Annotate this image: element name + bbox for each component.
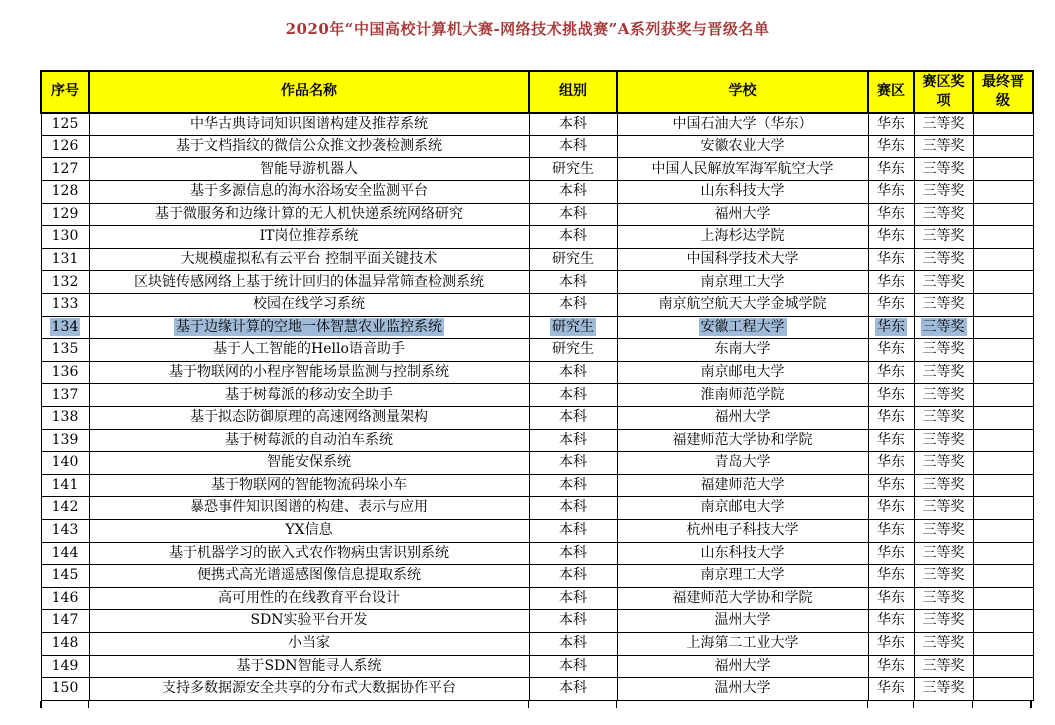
cell-work-name[interactable]: 区块链传感网络上基于统计回归的体温异常筛查检测系统 [89,271,529,294]
cell-work-name[interactable]: 支持多数据源安全共享的分布式大数据协作平台 [89,678,529,701]
cell-work-name[interactable]: 智能导游机器人 [89,158,529,181]
cell-index[interactable]: 126 [41,135,89,158]
cell-group[interactable]: 本科 [529,181,617,204]
cell-index[interactable]: 145 [41,565,89,588]
cell-zone-award[interactable]: 三等奖 [914,610,973,633]
cell-group[interactable]: 本科 [529,565,617,588]
cell-school[interactable]: 青岛大学 [617,452,868,475]
cell-work-name[interactable]: 基于文档指纹的微信公众推文抄袭检测系统 [89,135,529,158]
cell-index[interactable]: 130 [41,226,89,249]
col-header-group: 组别 [529,71,617,113]
cell-work-name[interactable]: 基于拟态防御原理的高速网络测量架构 [89,407,529,430]
cell-final-promotion[interactable] [973,497,1033,520]
table-row [41,294,1033,317]
cell-index[interactable]: 128 [41,181,89,204]
cell-zone[interactable]: 华东 [868,610,914,633]
cell-index[interactable]: 127 [41,158,89,181]
cell-zone-award[interactable]: 三等奖 [914,519,973,542]
cell-school[interactable]: 淮南师范学院 [617,384,868,407]
awards-table-container [40,70,1032,708]
cell-index[interactable]: 140 [41,452,89,475]
cell-final-promotion[interactable] [973,248,1033,271]
cell-zone[interactable]: 华东 [868,384,914,407]
table-header [41,71,1033,113]
cell-index[interactable]: 139 [41,429,89,452]
cell-group[interactable]: 研究生 [529,158,617,181]
cell-group[interactable]: 本科 [529,587,617,610]
cell-zone[interactable]: 华东 [868,497,914,520]
cell-work-name[interactable]: 智能安保系统 [89,452,529,475]
cell-school[interactable]: 杭州电子科技大学 [617,519,868,542]
cell-index[interactable]: 137 [41,384,89,407]
cell-group[interactable]: 本科 [529,429,617,452]
cell-zone-award[interactable]: 三等奖 [914,339,973,362]
cell-group[interactable]: 本科 [529,384,617,407]
cell-index[interactable]: 136 [41,361,89,384]
cell-index[interactable]: 143 [41,519,89,542]
cell-final-promotion[interactable] [973,135,1033,158]
table-row [41,542,1033,565]
cell-index[interactable]: 146 [41,587,89,610]
next-row-clipped [40,701,1032,708]
cell-work-name[interactable]: 基于树莓派的移动安全助手 [89,384,529,407]
cell-group[interactable]: 本科 [529,519,617,542]
cell-final-promotion[interactable] [973,407,1033,430]
table-row [41,181,1033,204]
cell-zone[interactable]: 华东 [868,248,914,271]
cell-work-name[interactable]: 高可用性的在线教育平台设计 [89,587,529,610]
cell-final-promotion[interactable] [973,565,1033,588]
cell-work-name[interactable]: 暴恐事件知识图谱的构建、表示与应用 [89,497,529,520]
awards-table [40,70,1034,701]
cell-group[interactable]: 本科 [529,497,617,520]
cell-work-name[interactable]: 小当家 [89,632,529,655]
cell-zone-award[interactable]: 三等奖 [914,158,973,181]
cell-work-name[interactable]: 校园在线学习系统 [89,294,529,317]
cell-zone-award[interactable]: 三等奖 [914,542,973,565]
cell-group[interactable]: 本科 [529,271,617,294]
cell-index[interactable]: 138 [41,407,89,430]
cell-index[interactable]: 148 [41,632,89,655]
cell-final-promotion[interactable] [973,452,1033,475]
cell-group[interactable]: 本科 [529,135,617,158]
cell-zone[interactable]: 华东 [868,452,914,475]
cell-index[interactable]: 125 [41,113,89,136]
cell-index[interactable]: 142 [41,497,89,520]
cell-school[interactable]: 中国科学技术大学 [617,248,868,271]
cell-index[interactable]: 149 [41,655,89,678]
cell-zone[interactable]: 华东 [868,587,914,610]
table-row [41,474,1033,497]
cell-zone-award[interactable]: 三等奖 [914,632,973,655]
cell-group[interactable]: 本科 [529,203,617,226]
cell-index[interactable]: 150 [41,678,89,701]
cell-school[interactable]: 福建师范大学协和学院 [617,429,868,452]
cell-index[interactable]: 144 [41,542,89,565]
cell-final-promotion[interactable] [973,678,1033,701]
cell-group[interactable]: 本科 [529,113,617,136]
cell-work-name[interactable]: 基于边缘计算的空地一体智慧农业监控系统 [89,316,529,339]
col-header-index: 序号 [41,71,89,113]
cell-school[interactable]: 安徽农业大学 [617,135,868,158]
col-header-work-name: 作品名称 [89,71,529,113]
cell-work-name[interactable]: YX信息 [89,519,529,542]
table-row [41,248,1033,271]
cell-school[interactable]: 福建师范大学协和学院 [617,587,868,610]
cell-zone[interactable]: 华东 [868,203,914,226]
cell-index[interactable]: 135 [41,339,89,362]
cell-zone-award[interactable]: 三等奖 [914,407,973,430]
cell-index[interactable]: 141 [41,474,89,497]
table-row [41,519,1033,542]
cell-school[interactable]: 南京航空航天大学金城学院 [617,294,868,317]
cell-final-promotion[interactable] [973,542,1033,565]
cell-zone-award[interactable]: 三等奖 [914,384,973,407]
cell-school[interactable]: 中国石油大学（华东） [617,113,868,136]
cell-final-promotion[interactable] [973,519,1033,542]
cell-group[interactable]: 本科 [529,632,617,655]
table-row [41,339,1033,362]
cell-group[interactable]: 本科 [529,610,617,633]
cell-zone-award[interactable]: 三等奖 [914,294,973,317]
cell-zone-award[interactable]: 三等奖 [914,203,973,226]
cell-index[interactable]: 147 [41,610,89,633]
cell-zone-award[interactable]: 三等奖 [914,474,973,497]
table-row [41,203,1033,226]
cell-school[interactable]: 南京邮电大学 [617,497,868,520]
table-row [41,226,1033,249]
cell-final-promotion[interactable] [973,429,1033,452]
cell-zone-award[interactable]: 三等奖 [914,678,973,701]
cell-work-name[interactable]: 基于微服务和边缘计算的无人机快递系统网络研究 [89,203,529,226]
cell-school[interactable]: 安徽工程大学 [617,316,868,339]
table-row [41,429,1033,452]
cell-work-name[interactable]: SDN实验平台开发 [89,610,529,633]
cell-zone-award[interactable]: 三等奖 [914,226,973,249]
cell-school[interactable]: 中国人民解放军海军航空大学 [617,158,868,181]
cell-zone[interactable]: 华东 [868,271,914,294]
col-header-school: 学校 [617,71,868,113]
cell-work-name[interactable]: 基于机器学习的嵌入式农作物病虫害识别系统 [89,542,529,565]
cell-group[interactable]: 本科 [529,474,617,497]
cell-final-promotion[interactable] [973,587,1033,610]
cell-zone-award[interactable]: 三等奖 [914,316,973,339]
cell-zone[interactable]: 华东 [868,474,914,497]
cell-index[interactable]: 132 [41,271,89,294]
cell-zone[interactable]: 华东 [868,519,914,542]
cell-work-name[interactable]: IT岗位推荐系统 [89,226,529,249]
cell-zone[interactable]: 华东 [868,158,914,181]
cell-zone-award[interactable]: 三等奖 [914,429,973,452]
cell-zone-award[interactable]: 三等奖 [914,248,973,271]
cell-school[interactable]: 东南大学 [617,339,868,362]
cell-work-name[interactable]: 基于物联网的小程序智能场景监测与控制系统 [89,361,529,384]
cell-zone[interactable]: 华东 [868,316,914,339]
col-header-zone-award: 赛区奖项 [914,71,973,113]
cell-zone-award[interactable]: 三等奖 [914,113,973,136]
cell-final-promotion[interactable] [973,271,1033,294]
cell-zone-award[interactable]: 三等奖 [914,271,973,294]
cell-school[interactable]: 福建师范大学 [617,474,868,497]
table-body [41,113,1033,700]
cell-zone-award[interactable]: 三等奖 [914,452,973,475]
table-row [41,655,1033,678]
table-row [41,610,1033,633]
cell-zone-award[interactable]: 三等奖 [914,181,973,204]
cell-final-promotion[interactable] [973,181,1033,204]
cell-work-name[interactable]: 大规模虚拟私有云平台 控制平面关键技术 [89,248,529,271]
cell-zone-award[interactable]: 三等奖 [914,361,973,384]
cell-zone[interactable]: 华东 [868,429,914,452]
cell-zone[interactable]: 华东 [868,181,914,204]
cell-zone[interactable]: 华东 [868,678,914,701]
cell-index[interactable]: 133 [41,294,89,317]
cell-zone[interactable]: 华东 [868,294,914,317]
cell-final-promotion[interactable] [973,113,1033,136]
cell-final-promotion[interactable] [973,632,1033,655]
cell-zone-award[interactable]: 三等奖 [914,497,973,520]
cell-index[interactable]: 131 [41,248,89,271]
cell-final-promotion[interactable] [973,158,1033,181]
cell-index[interactable]: 134 [41,316,89,339]
cell-work-name[interactable]: 基于人工智能的Hello语音助手 [89,339,529,362]
cell-zone[interactable]: 华东 [868,135,914,158]
cell-work-name[interactable]: 中华古典诗词知识图谱构建及推荐系统 [89,113,529,136]
cell-final-promotion[interactable] [973,294,1033,317]
cell-group[interactable]: 本科 [529,361,617,384]
cell-zone[interactable]: 华东 [868,226,914,249]
cell-final-promotion[interactable] [973,384,1033,407]
cell-school[interactable]: 福州大学 [617,407,868,430]
cell-final-promotion[interactable] [973,361,1033,384]
cell-index[interactable]: 129 [41,203,89,226]
cell-group[interactable]: 本科 [529,655,617,678]
cell-zone[interactable]: 华东 [868,542,914,565]
table-row [41,587,1033,610]
table-row [41,135,1033,158]
cell-zone[interactable]: 华东 [868,655,914,678]
cell-school[interactable]: 山东科技大学 [617,181,868,204]
cell-group[interactable]: 本科 [529,452,617,475]
cell-zone-award[interactable]: 三等奖 [914,587,973,610]
cell-group[interactable]: 研究生 [529,339,617,362]
cell-school[interactable]: 福州大学 [617,203,868,226]
table-row [41,407,1033,430]
cell-zone[interactable]: 华东 [868,113,914,136]
cell-final-promotion[interactable] [973,226,1033,249]
cell-school[interactable]: 山东科技大学 [617,542,868,565]
cell-final-promotion[interactable] [973,474,1033,497]
cell-work-name[interactable]: 基于多源信息的海水浴场安全监测平台 [89,181,529,204]
cell-group[interactable]: 研究生 [529,316,617,339]
cell-school[interactable]: 南京理工大学 [617,271,868,294]
cell-zone[interactable]: 华东 [868,407,914,430]
cell-zone[interactable]: 华东 [868,339,914,362]
cell-group[interactable]: 本科 [529,542,617,565]
table-row [41,384,1033,407]
cell-school[interactable]: 福州大学 [617,655,868,678]
cell-zone[interactable]: 华东 [868,361,914,384]
cell-zone-award[interactable]: 三等奖 [914,135,973,158]
cell-final-promotion[interactable] [973,339,1033,362]
table-row [41,271,1033,294]
cell-zone[interactable]: 华东 [868,565,914,588]
cell-group[interactable]: 本科 [529,407,617,430]
cell-group[interactable]: 本科 [529,226,617,249]
cell-final-promotion[interactable] [973,610,1033,633]
cell-zone[interactable]: 华东 [868,632,914,655]
cell-school[interactable]: 上海杉达学院 [617,226,868,249]
cell-work-name[interactable]: 基于SDN智能寻人系统 [89,655,529,678]
table-row [41,497,1033,520]
page-title: 2020年“中国高校计算机大赛-网络技术挑战赛”A系列获奖与晋级名单 [285,20,770,38]
col-header-final-promotion: 最终晋级 [973,71,1033,113]
cell-final-promotion[interactable] [973,655,1033,678]
cell-group[interactable]: 研究生 [529,248,617,271]
cell-work-name[interactable]: 基于物联网的智能物流码垛小车 [89,474,529,497]
cell-zone-award[interactable]: 三等奖 [914,565,973,588]
cell-school[interactable]: 南京邮电大学 [617,361,868,384]
cell-final-promotion[interactable] [973,203,1033,226]
cell-group[interactable]: 本科 [529,294,617,317]
table-row [41,316,1033,339]
cell-school[interactable]: 南京理工大学 [617,565,868,588]
table-row [41,565,1033,588]
cell-work-name[interactable]: 基于树莓派的自动泊车系统 [89,429,529,452]
table-row [41,158,1033,181]
col-header-zone: 赛区 [868,71,914,113]
cell-work-name[interactable]: 便携式高光谱遥感图像信息提取系统 [89,565,529,588]
table-row [41,113,1033,136]
header-row [41,71,1033,113]
cell-school[interactable]: 温州大学 [617,610,868,633]
cell-school[interactable]: 温州大学 [617,678,868,701]
cell-group[interactable]: 本科 [529,678,617,701]
table-row [41,452,1033,475]
cell-zone-award[interactable]: 三等奖 [914,655,973,678]
table-row [41,361,1033,384]
cell-school[interactable]: 上海第二工业大学 [617,632,868,655]
cell-final-promotion[interactable] [973,316,1033,339]
table-row [41,678,1033,701]
table-row [41,632,1033,655]
